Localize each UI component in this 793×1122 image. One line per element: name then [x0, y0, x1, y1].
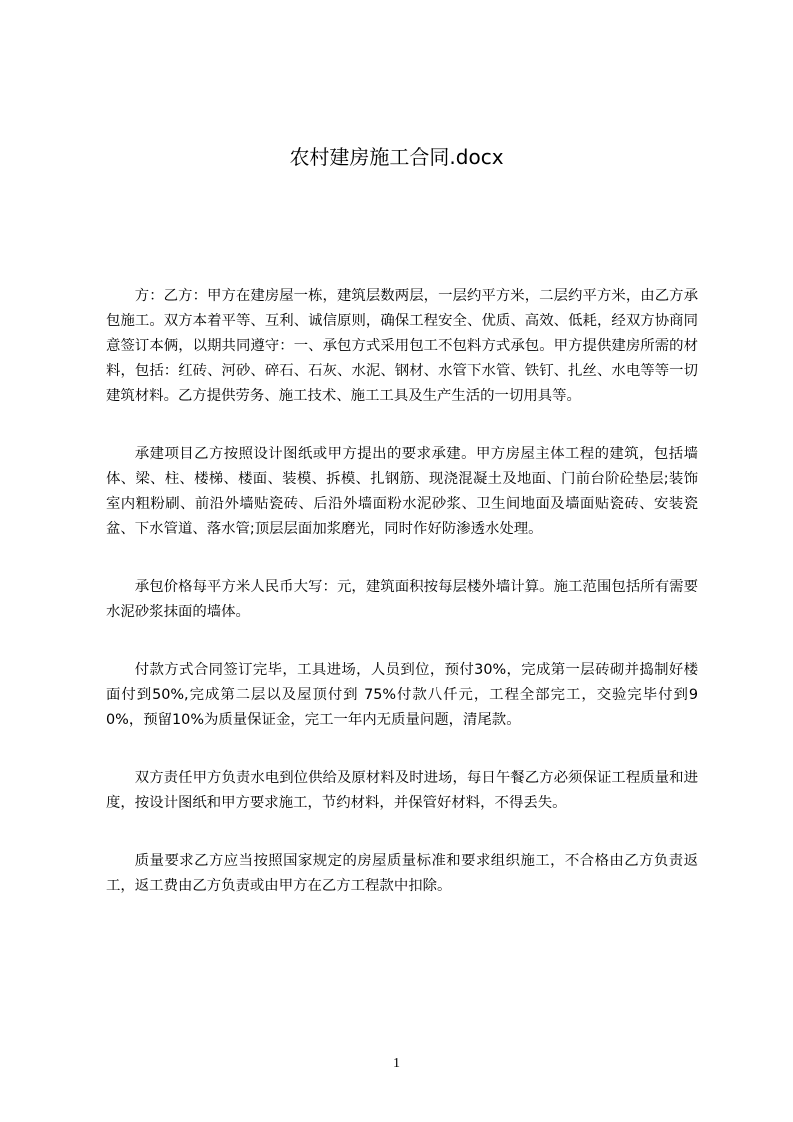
document-body	[106, 284, 698, 932]
paragraph-construction-scope: 承建项目乙方按照设计图纸或甲方提出的要求承建。甲方房屋主体工程的建筑，包括墙体、梁、柱、楼梯、楼面、装模、拆模、扎钢筋、现浇混凝土及地面、门前台阶砼垫层;装饰室内粗粉刷、前沿外墙贴瓷砖、后沿外墙面粉水泥砂浆、卫生间地面及墙面贴瓷砖、安装瓷盆、下水管道、落水管;顶层层面加浆磨光，同时作好防渗透水处理。	[106, 446, 698, 537]
document-title: 农村建房施工合同.docx	[289, 145, 504, 169]
paragraph-responsibilities: 双方责任甲方负责水电到位供给及原材料及时进场，每日午餐乙方必须保证工程质量和进度，按设计图纸和甲方要求施工，节约材料，并保管好材料，不得丢失。	[106, 770, 698, 811]
paragraph-payment-method: 付款方式合同签订完毕，工具进场，人员到位，预付30%，完成第一层砖砌并捣制好楼面付到50%,完成第二层以及屋顶付到 75%付款八仟元，工程全部完工，交验完毕付到90%，预留10%为质量保证金，完工一年内无质量问题，清尾款。	[106, 662, 698, 728]
paragraph-contract-intro: 方：乙方：甲方在建房屋一栋，建筑层数两层，一层约平方米，二层约平方米，由乙方承包施工。双方本着平等、互利、诚信原则，确保工程安全、优质、高效、低耗，经双方协商同意签订本俩，以期共同遵守：一、承包方式采用包工不包料方式承包。甲方提供建房所需的材料，包括：红砖、河砂、碎石、石灰、水泥、钢材、水管下水管、铁钉、扎丝、水电等等一切建筑材料。乙方提供劳务、施工技术、施工工具及生产生活的一切用具等。	[106, 288, 698, 404]
page-number: 1	[393, 1056, 400, 1071]
paragraph-quality-requirements: 质量要求乙方应当按照国家规定的房屋质量标准和要求组织施工，不合格由乙方负责返工，返工费由乙方负责或由甲方在乙方工程款中扣除。	[106, 853, 698, 894]
paragraph-contract-price: 承包价格每平方米人民币大写：元，建筑面积按每层楼外墙计算。施工范围包括所有需要水泥砂浆抹面的墙体。	[106, 579, 698, 620]
